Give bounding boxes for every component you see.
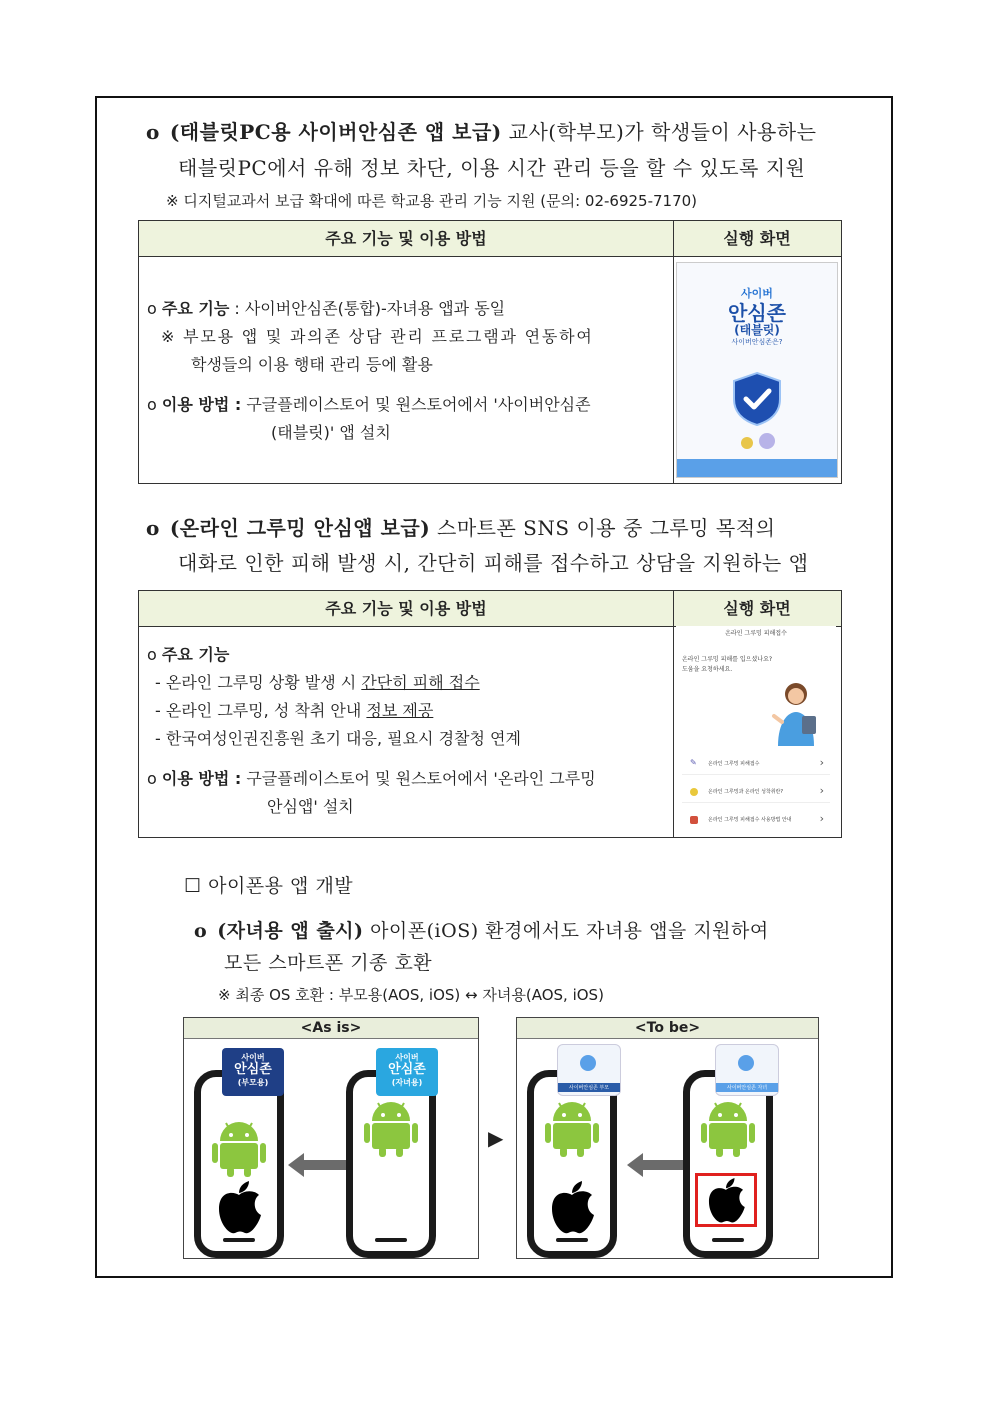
menu-item[interactable] xyxy=(682,782,830,803)
parent-app-icon xyxy=(557,1044,621,1096)
to-be-title: <To be> xyxy=(517,1018,818,1039)
functions-text: : 사이버안심존(통합)-자녀용 앱과 동일 xyxy=(229,299,506,318)
badge-line: 사이버 xyxy=(395,1053,419,1062)
functions-note1: ※ 부모용 앱 및 과의존 상담 관리 프로그램과 연동하여 xyxy=(161,327,594,346)
android-icon xyxy=(701,1101,755,1157)
transition-arrow-icon: ▶ xyxy=(488,1126,504,1150)
header-screen: 실행 화면 xyxy=(723,599,791,618)
section1-note: ※ 디지털교과서 보급 확대에 따른 학교용 관리 기능 지원 (문의: 02-6925-7170) xyxy=(166,192,698,210)
section1-heading: (태블릿PC용 사이버안심존 앱 보급) xyxy=(169,120,502,144)
section3-text2: 모든 스마트폰 기종 호환 xyxy=(224,952,433,974)
bullet: o xyxy=(146,516,160,540)
section3-heading: (자녀용 앱 출시) xyxy=(217,920,364,942)
usage-text1: 구글플레이스토어 및 원스토어에서 '사이버안심존 xyxy=(241,395,591,414)
usage-label: 이용 방법 : xyxy=(161,769,242,788)
menu-item[interactable] xyxy=(682,754,830,775)
home-bar xyxy=(556,1238,588,1242)
section1-line1 xyxy=(146,115,816,149)
app-icon-label: 사이버안심존 자녀 xyxy=(716,1083,778,1092)
usage-text2: 안심앱' 설치 xyxy=(267,797,354,816)
bullet: o xyxy=(147,645,162,664)
app-logo-dot xyxy=(580,1055,596,1071)
functions-label: 주요 기능 xyxy=(161,299,230,318)
functions-note2: 학생들의 이용 행태 관리 등에 활용 xyxy=(191,355,433,374)
child-app-badge xyxy=(376,1048,438,1096)
counselor-illustration xyxy=(768,678,824,748)
usage-line xyxy=(147,391,667,419)
chevron-right-icon: › xyxy=(819,756,824,769)
function-item-text: - 온라인 그루밍 상황 발생 시 xyxy=(155,673,362,692)
android-icon xyxy=(364,1101,418,1157)
home-bar xyxy=(712,1238,744,1242)
section1-text1: 교사(학부모)가 학생들이 사용하는 xyxy=(501,120,817,144)
bullet: o xyxy=(147,769,162,788)
column-divider xyxy=(673,591,674,837)
as-is-title: <As is> xyxy=(184,1018,478,1039)
header-screen: 실행 화면 xyxy=(723,229,791,248)
parent-app-badge xyxy=(222,1048,284,1096)
phone-parent xyxy=(527,1070,617,1258)
tablet-app-screenshot xyxy=(676,262,838,478)
function-item-text: - 온라인 그루밍, 성 착취 안내 xyxy=(155,701,367,720)
guide-icon xyxy=(690,816,698,824)
section3-text1: 아이폰(iOS) 환경에서도 자녀용 앱을 지원하여 xyxy=(363,920,769,942)
table-body-functions xyxy=(147,641,667,821)
badge-line: 사이버 xyxy=(241,1053,265,1062)
section1-text2: 태블릿PC에서 유해 정보 차단, 이용 시간 관리 등을 할 수 있도록 지원 xyxy=(178,156,806,180)
shot-line3: (태블릿) xyxy=(734,323,780,337)
section2-text2: 대화로 인한 피해 발생 시, 간단히 피해를 접수하고 상담을 지원하는 앱 xyxy=(178,551,809,575)
checkbox-icon: ☐ xyxy=(184,875,202,897)
menu-item-label: 온라인 그루밍과 온라인 성착취란? xyxy=(708,789,784,795)
chevron-right-icon: › xyxy=(819,812,824,825)
functions-line xyxy=(147,641,667,669)
to-be-panel xyxy=(516,1017,819,1259)
phone-child xyxy=(683,1070,773,1258)
phone-parent xyxy=(194,1070,284,1258)
shot-line1: 사이버 xyxy=(741,287,773,300)
function-item xyxy=(147,697,667,725)
function-item: - 한국여성인권진흥원 초기 대응, 필요시 경찰청 연계 xyxy=(155,729,521,748)
pencil-icon: ✎ xyxy=(690,758,697,767)
bullet: o xyxy=(194,920,208,942)
shot-line2: 안심존 xyxy=(728,301,786,325)
apple-icon xyxy=(702,1178,750,1224)
as-is-panel xyxy=(183,1017,479,1259)
android-icon xyxy=(545,1101,599,1157)
screen-question2: 도움을 요청하세요. xyxy=(682,666,733,673)
screen-title: 온라인 그루밍 피해접수 xyxy=(725,630,787,637)
section3-title xyxy=(184,869,353,903)
functions-line xyxy=(147,295,667,323)
column-divider xyxy=(673,221,674,483)
apple-icon xyxy=(215,1181,263,1235)
section3-line1 xyxy=(194,914,769,948)
app-icon-label: 사이버안심존 부모 xyxy=(558,1083,620,1092)
menu-item-label: 온라인 그루밍 피해접수 xyxy=(708,761,760,767)
header-functions: 주요 기능 및 이용 방법 xyxy=(325,599,487,618)
android-icon xyxy=(212,1121,266,1177)
header-functions: 주요 기능 및 이용 방법 xyxy=(325,229,487,248)
usage-text1: 구글플레이스토어 및 원스토어에서 '온라인 그루밍 xyxy=(241,769,596,788)
info-icon xyxy=(690,788,698,796)
bullet: o xyxy=(147,395,162,414)
chevron-right-icon: › xyxy=(819,784,824,797)
home-bar xyxy=(375,1238,407,1242)
home-bar xyxy=(223,1238,255,1242)
function-item-highlight: 정보 제공 xyxy=(366,701,434,720)
apple-icon xyxy=(548,1181,596,1235)
app-logo-dot xyxy=(738,1055,754,1071)
function-item xyxy=(147,669,667,697)
decor-dot xyxy=(741,437,753,449)
phone-child xyxy=(346,1070,436,1258)
section3-note: ※ 최종 OS 호환 : 부모용(AOS, iOS) ↔ 자녀용(AOS, iOS) xyxy=(218,986,604,1004)
menu-item-label: 온라인 그루밍 피해접수 사용방법 안내 xyxy=(708,817,792,823)
shot-footer-wave xyxy=(677,459,837,477)
badge-line: 안심존 xyxy=(234,1062,272,1077)
menu-item[interactable] xyxy=(682,810,830,830)
usage-text2: (태블릿)' 앱 설치 xyxy=(271,423,391,442)
section3-title-text: 아이폰용 앱 개발 xyxy=(208,875,354,897)
ios-highlight-box xyxy=(695,1173,757,1227)
bullet: o xyxy=(147,299,162,318)
function-item-highlight: 간단히 피해 접수 xyxy=(361,673,480,692)
shield-icon xyxy=(730,371,784,427)
grooming-app-screenshot xyxy=(676,626,836,834)
section2-text1: 스마트폰 SNS 이용 중 그루밍 목적의 xyxy=(430,516,776,540)
badge-line: (부모용) xyxy=(237,1078,269,1087)
badge-line: (자녀용) xyxy=(391,1078,423,1087)
shot-line4: 사이버안심존은? xyxy=(731,338,783,346)
bullet: o xyxy=(146,120,160,144)
usage-line xyxy=(147,765,667,793)
functions-label: 주요 기능 xyxy=(161,645,230,664)
child-app-icon xyxy=(715,1044,779,1096)
badge-line: 안심존 xyxy=(388,1062,426,1077)
section2-heading: (온라인 그루밍 안심앱 보급) xyxy=(169,516,431,540)
table-body-functions xyxy=(147,295,667,447)
section2-line1 xyxy=(146,511,775,545)
screen-question1: 온라인 그루밍 피해를 입으셨나요? xyxy=(682,656,773,663)
usage-label: 이용 방법 : xyxy=(161,395,242,414)
decor-dot xyxy=(759,433,775,449)
